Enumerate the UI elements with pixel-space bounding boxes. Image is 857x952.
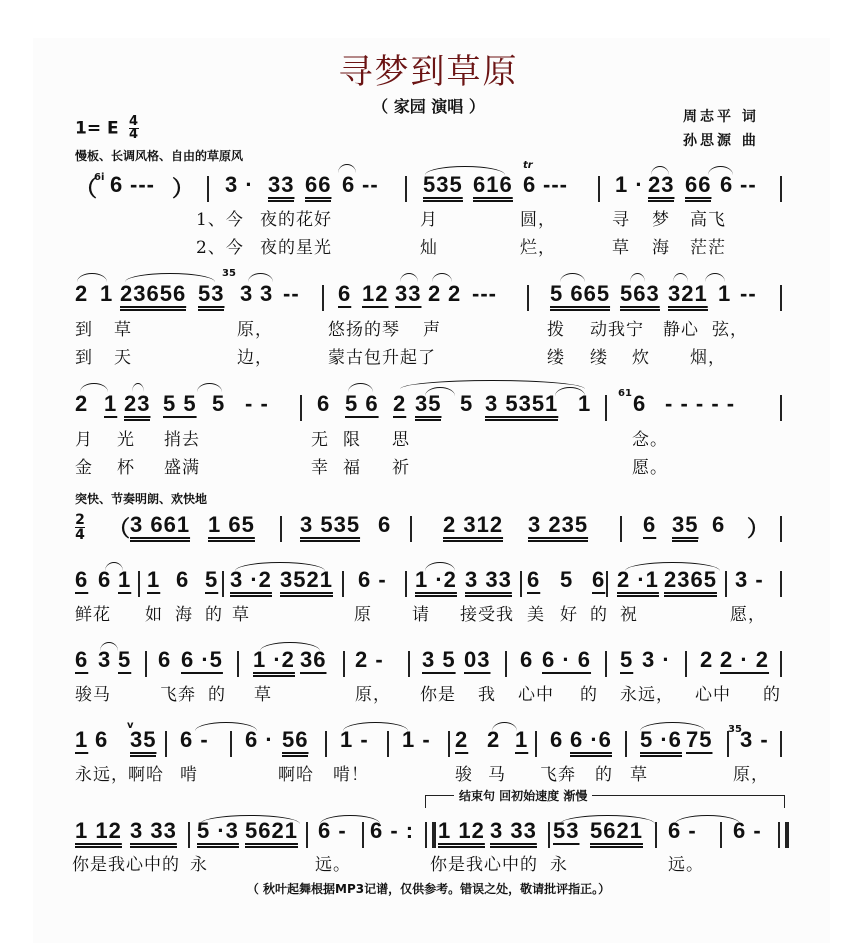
note-group: 6: [317, 391, 331, 416]
note-group: --: [362, 172, 379, 197]
section2-tempo: 突快、节奏明朗、欢快地: [75, 492, 208, 506]
lyric-verse-1: 原，: [237, 320, 273, 340]
note-group: 6: [378, 512, 392, 537]
lyric-verse-2: 福: [343, 458, 361, 478]
lyric-verse-1: 啊哈: [278, 765, 314, 785]
note-group: （: [75, 176, 99, 201]
note-group: 1 12: [75, 818, 122, 848]
lyric-verse-2: 天: [114, 348, 132, 368]
lyric-verse-1: 心中: [695, 685, 731, 705]
note-group: 35: [672, 512, 698, 542]
breath-mark: v: [127, 720, 134, 731]
note-group: ）: [172, 176, 196, 201]
ending-note: 结束句 回初始速度 渐慢: [454, 787, 592, 804]
note-group: 5: [560, 567, 574, 592]
lyric-verse-1: 捎去: [164, 430, 200, 450]
note-group: 3 ·2: [230, 567, 272, 597]
lyric-verse-1: 草: [232, 605, 250, 625]
note-group: 3 33: [130, 818, 177, 848]
note-group: 03: [464, 647, 491, 672]
lyric-verse-1: 祝: [620, 605, 638, 625]
lyric-verse-1: 思: [392, 430, 410, 450]
lyric-verse-1: 梦: [652, 210, 670, 230]
note-group: 2365: [664, 567, 717, 597]
note-group: 1 12: [438, 818, 485, 848]
note-group: 1: [118, 567, 132, 592]
tempo-marking: 慢板、长调风格、自由的草原风: [75, 149, 244, 163]
note-group: 12: [362, 281, 389, 306]
note-group: 66: [685, 172, 711, 202]
note-group: 6: [75, 647, 89, 672]
lyric-verse-2: 海: [652, 238, 670, 258]
lyric-verse-1: 夜的花好: [260, 210, 332, 230]
note-group: 6: [720, 172, 734, 197]
lyric-verse-1: 静心: [663, 320, 699, 340]
note-group: 1: [578, 391, 592, 416]
note-group: 2: [455, 727, 469, 752]
note-group: 3: [98, 647, 112, 672]
time-sig-top: 4: [129, 114, 139, 129]
lyric-verse-2: 灿: [420, 238, 438, 258]
note-group: 1 ·: [615, 172, 644, 197]
ornament: tr: [523, 160, 533, 171]
note-group: 23: [648, 172, 674, 202]
lyric-verse-1: 光: [117, 430, 135, 450]
note-group: 2: [428, 281, 442, 306]
lyric-verse-1: 海: [175, 605, 193, 625]
note-group: 6: [158, 647, 172, 672]
lyric-verse-1: 的: [205, 605, 223, 625]
note-group: 3 5351: [485, 391, 558, 421]
time-sig-bottom: 4: [129, 127, 139, 142]
lyric-verse-1: 原，: [355, 685, 391, 705]
key-label: 1= E: [75, 118, 119, 139]
lyric-verse-1: 1、今: [196, 210, 244, 230]
note-group: 6: [176, 567, 190, 592]
note-group: 6 -: [318, 818, 347, 843]
lyric-verse-2: 烂，: [520, 238, 556, 258]
note-group: 6 · 6: [542, 647, 592, 672]
note-group: 1 -: [340, 727, 369, 752]
note-group: 5 6: [345, 391, 379, 416]
note-group: 6 - :: [370, 818, 415, 843]
lyric-verse-1: 好: [560, 605, 578, 625]
lyric-verse-1: 啃！: [333, 765, 369, 785]
note-group: 6: [592, 567, 606, 592]
note-group: 2 312: [443, 512, 503, 542]
lyric-verse-1: 寻: [612, 210, 630, 230]
lyric-verse-1: 骏: [455, 765, 473, 785]
note-group: 3 -: [740, 727, 769, 752]
note-group: 5: [118, 647, 132, 672]
lyric-verse-2: 蒙古包升起了: [328, 348, 436, 368]
lyric-verse-1: 月: [420, 210, 438, 230]
note-group: 23: [124, 391, 150, 421]
lyric-verse-1: 拨: [547, 320, 565, 340]
lyric-verse-1: 月: [75, 430, 93, 450]
lyric-verse-1: 弦，: [712, 320, 748, 340]
grace-note: 35: [222, 268, 236, 279]
note-group: 1 ·2: [253, 647, 295, 677]
note-group: 53: [553, 818, 580, 843]
note-group: 1: [147, 567, 161, 592]
note-group: 5621: [245, 818, 298, 848]
grace-note: 35: [728, 724, 742, 735]
note-group: 35: [415, 391, 441, 421]
note-group: 6: [520, 647, 534, 672]
lyric-verse-1: 声: [423, 320, 441, 340]
note-group: 6: [95, 727, 109, 752]
section2-time-signature: [75, 513, 85, 542]
note-group: 3 535: [300, 512, 360, 542]
note-group: - -: [245, 391, 269, 416]
lyric-verse-1: 飞奔: [160, 685, 196, 705]
lyric-verse-1: 草: [630, 765, 648, 785]
lyric-verse-2: 愿。: [632, 458, 668, 478]
lyric-verse-1: 到: [75, 320, 93, 340]
note-group: 616: [473, 172, 513, 202]
note-group: 1 -: [402, 727, 431, 752]
note-group: 5 ·3: [197, 818, 239, 848]
note-group: 535: [423, 172, 463, 202]
note-group: 53: [198, 281, 224, 311]
lyricist-credit: 周志平 词: [683, 109, 759, 125]
note-group: 2: [487, 727, 501, 752]
lyric-verse-1: 悠扬的琴: [328, 320, 400, 340]
note-group: 36: [300, 647, 327, 672]
note-group: 66: [305, 172, 331, 202]
lyric-verse-2: 盛满: [164, 458, 200, 478]
song-title: 寻梦到草原: [338, 52, 519, 92]
lyric-verse-2: 夜的星光: [260, 238, 332, 258]
note-group: --: [740, 281, 757, 306]
lyric-verse-2: 边，: [237, 348, 273, 368]
note-group: 5: [460, 391, 474, 416]
note-group: 2: [75, 391, 89, 416]
time-sig-top: 2: [75, 512, 85, 528]
key-signature: [75, 116, 139, 141]
lyric-verse-1: 高飞: [690, 210, 726, 230]
note-group: 3: [240, 281, 254, 306]
lyric-verse-1: 你是我心中的: [72, 855, 180, 875]
lyric-verse-1: 的: [595, 765, 613, 785]
grace-note: 61: [618, 388, 632, 399]
note-group: 6: [342, 172, 356, 197]
note-group: 3 235: [528, 512, 588, 542]
lyric-verse-2: 到: [75, 348, 93, 368]
note-group: 1: [718, 281, 732, 306]
lyric-verse-2: 炊: [632, 348, 650, 368]
note-group: 2 ·1: [617, 567, 659, 597]
note-group: --: [740, 172, 757, 197]
lyric-verse-2: 金: [75, 458, 93, 478]
note-group: - - - - -: [665, 391, 736, 416]
lyric-verse-2: 缕: [590, 348, 608, 368]
note-group: 2: [393, 391, 407, 416]
lyric-verse-2: 茫茫: [690, 238, 726, 258]
lyric-verse-2: 杯: [117, 458, 135, 478]
note-group: 2: [75, 281, 89, 306]
note-group: 6: [110, 172, 124, 197]
lyric-verse-1: 的: [763, 685, 781, 705]
lyric-verse-1: 啊哈: [128, 765, 164, 785]
lyric-verse-1: 永远，: [620, 685, 674, 705]
lyric-verse-1: 的: [590, 605, 608, 625]
note-group: 3 661: [130, 512, 190, 542]
time-signature: [129, 116, 139, 141]
note-group: 2: [700, 647, 714, 672]
note-group: 3 5: [422, 647, 456, 672]
note-group: 5 5: [163, 391, 197, 416]
lyric-verse-2: 祈: [392, 458, 410, 478]
lyric-verse-1: 原: [354, 605, 372, 625]
lyric-verse-1: 接受我: [460, 605, 514, 625]
note-group: 5: [212, 391, 226, 416]
note-group: 6: [523, 172, 537, 197]
grace-note: 6i: [94, 172, 105, 183]
note-group: 3 33: [465, 567, 512, 597]
note-group: 563: [620, 281, 660, 311]
lyric-verse-1: 永: [550, 855, 568, 875]
note-group: 1: [104, 391, 118, 416]
lyric-verse-1: 远。: [315, 855, 351, 875]
lyric-verse-1: 鲜花: [75, 605, 111, 625]
note-group: 1 65: [208, 512, 255, 542]
lyric-verse-1: 的: [580, 685, 598, 705]
note-group: 5: [620, 647, 634, 672]
note-group: --: [283, 281, 300, 306]
note-group: 6: [338, 281, 352, 306]
note-group: ）: [747, 516, 771, 541]
note-group: 6: [527, 567, 541, 592]
note-group: 6: [643, 512, 657, 537]
note-group: 3: [260, 281, 274, 306]
note-group: 3 ·: [225, 172, 254, 197]
note-group: 6 ·6: [570, 727, 612, 757]
note-group: 1: [100, 281, 114, 306]
lyric-verse-1: 永: [190, 855, 208, 875]
note-group: 6 -: [180, 727, 209, 752]
note-group: 2: [448, 281, 462, 306]
note-group: 5 ·6: [640, 727, 682, 757]
lyric-verse-1: 草: [254, 685, 272, 705]
lyric-verse-1: 我: [478, 685, 496, 705]
lyric-verse-1: 限: [343, 430, 361, 450]
note-group: 75: [686, 727, 713, 752]
note-group: 6: [633, 391, 647, 416]
note-group: 35: [130, 727, 156, 757]
note-group: 6: [75, 567, 89, 592]
lyric-verse-1: 骏马: [75, 685, 111, 705]
note-group: ---: [130, 172, 155, 197]
lyric-verse-1: 啃: [180, 765, 198, 785]
note-group: 5 665: [550, 281, 610, 311]
note-group: 23656: [120, 281, 186, 311]
lyric-verse-1: 美: [527, 605, 545, 625]
lyric-verse-1: 动我宁: [590, 320, 644, 340]
note-group: 6 -: [733, 818, 762, 843]
note-group: 2 -: [355, 647, 384, 672]
note-group: 56: [282, 727, 308, 757]
time-sig-bottom: 4: [75, 527, 85, 543]
lyric-verse-1: 草: [114, 320, 132, 340]
lyric-verse-1: 念。: [632, 430, 668, 450]
note-group: 5621: [590, 818, 643, 848]
composer-credit: 孙思源 曲: [683, 133, 759, 149]
note-group: 6 -: [358, 567, 387, 592]
footer-note: （ 秋叶起舞根据MP3记谱，仅供参考。错误之处，敬请批评指正。）: [246, 882, 611, 896]
note-group: （: [108, 516, 132, 541]
lyric-verse-1: 你是: [420, 685, 456, 705]
lyric-verse-2: 草: [612, 238, 630, 258]
lyric-verse-1: 原，: [733, 765, 769, 785]
note-group: 33: [395, 281, 422, 306]
lyric-verse-1: 的: [208, 685, 226, 705]
lyric-verse-1: 飞奔: [540, 765, 576, 785]
note-group: 2 · 2: [720, 647, 770, 672]
lyric-verse-1: 圆，: [520, 210, 556, 230]
note-group: ---: [543, 172, 568, 197]
lyric-verse-1: 无: [311, 430, 329, 450]
lyric-verse-1: 心中: [518, 685, 554, 705]
note-group: 3 -: [735, 567, 764, 592]
note-group: 3 33: [490, 818, 537, 848]
ending-bracket: [425, 789, 785, 808]
lyric-verse-1: 马: [488, 765, 506, 785]
lyric-verse-2: 2、今: [196, 238, 244, 258]
lyric-verse-1: 如: [145, 605, 163, 625]
lyric-verse-1: 请: [412, 605, 430, 625]
note-group: 1 ·2: [415, 567, 457, 597]
note-group: 6 ·5: [181, 647, 223, 672]
note-group: 1: [75, 727, 89, 752]
note-group: 3521: [280, 567, 333, 597]
lyric-verse-2: 缕: [547, 348, 565, 368]
note-group: 6: [712, 512, 726, 537]
note-group: 6 -: [668, 818, 697, 843]
note-group: 321: [668, 281, 708, 311]
note-group: 6 ·: [245, 727, 274, 752]
lyric-verse-1: 愿，: [730, 605, 766, 625]
lyric-verse-2: 烟，: [690, 348, 726, 368]
note-group: 33: [268, 172, 294, 202]
lyric-verse-2: 幸: [311, 458, 329, 478]
lyric-verse-1: 远。: [668, 855, 704, 875]
note-group: 6: [550, 727, 564, 752]
lyric-verse-1: 永远，: [75, 765, 129, 785]
note-group: 6: [98, 567, 112, 592]
note-group: 1: [515, 727, 529, 752]
singer-credit: （ 家园 演唱 ）: [372, 97, 485, 116]
note-group: 3 ·: [642, 647, 671, 672]
note-group: ---: [472, 281, 497, 306]
lyric-verse-1: 你是我心中的: [430, 855, 538, 875]
note-group: 5: [205, 567, 219, 592]
